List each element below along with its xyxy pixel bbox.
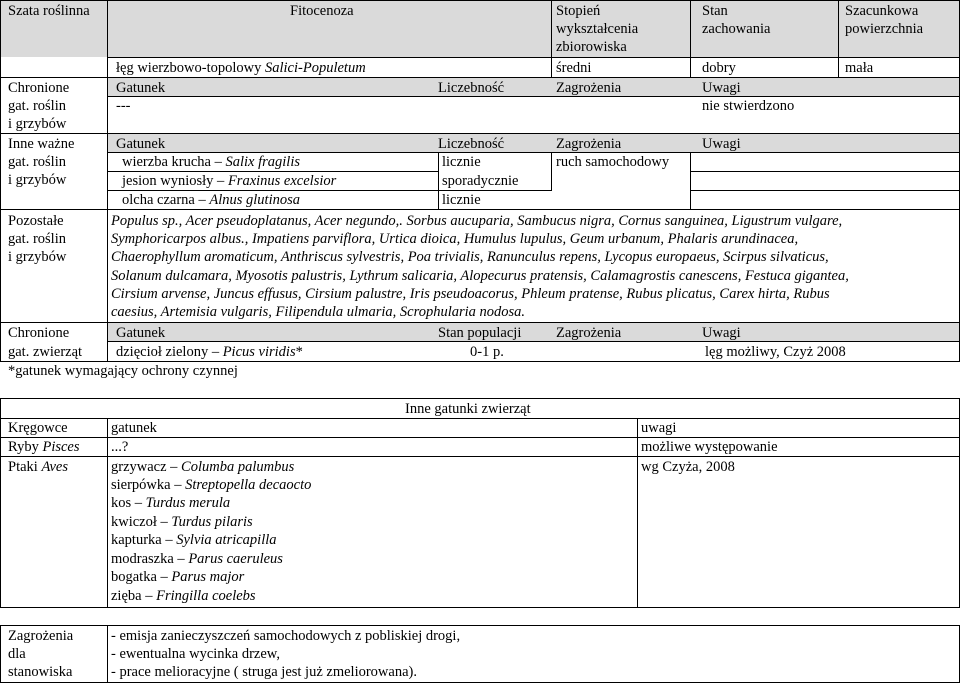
line xyxy=(108,57,960,58)
important-plant-species: jesion wyniosły – Fraxinus excelsior xyxy=(122,173,337,189)
footnote: *gatunek wymagający ochrony czynnej xyxy=(8,363,238,379)
other-plants-line: Solanum dulcamara, Myosotis palustris, Lythrum salicaria, Alopecurus pratensis, Calamagrostis canescens, Festuca gigantea, xyxy=(111,268,849,284)
line xyxy=(107,418,108,608)
line xyxy=(107,625,108,683)
line xyxy=(690,190,960,191)
important-plants-label-3: i grzybów xyxy=(8,172,67,188)
other-plants-line: Symphoricarpos albus., Impatiens parviflora, Urtica dioica, Humulus lupulus, Geum urbanum, Phalaris arundinacea, xyxy=(111,231,799,247)
line xyxy=(108,341,960,342)
bird-species: kapturka – Sylvia atricapilla xyxy=(111,532,277,548)
protected-animal-population: 0-1 p. xyxy=(470,344,504,360)
line xyxy=(690,171,960,172)
important-plants-label-2: gat. roślin xyxy=(8,154,66,170)
subheader-notes: Uwagi xyxy=(702,80,741,96)
fish-species: ...? xyxy=(111,439,129,455)
other-plants-line: Populus sp., Acer pseudoplatanus, Acer negundo,. Sorbus aucuparia, Sambucus nigra, Cornus sanguinea, Ligustrum vulgare, xyxy=(111,213,843,229)
line xyxy=(0,437,960,438)
protected-animal-note: lęg możliwy, Czyż 2008 xyxy=(705,344,846,360)
other-plants-line: Chaerophyllum aromaticum, Anthriscus sylvestris, Poa trivialis, Ranunculus repens, Lycopus europaeus, Scirpus silvaticus, xyxy=(111,249,829,265)
bird-species: bogatka – Parus major xyxy=(111,569,245,585)
birds-label: Ptaki Aves xyxy=(8,459,69,475)
bird-species: zięba – Fringilla coelebs xyxy=(111,588,256,604)
protected-plants-label-2: gat. roślin xyxy=(8,98,66,114)
threat-item: - emisja zanieczyszczeń samochodowych z pobliskiej drogi, xyxy=(111,628,461,644)
line xyxy=(690,152,691,209)
subheader-threats: Zagrożenia xyxy=(556,325,622,341)
important-plant-count: licznie xyxy=(442,154,481,170)
animals-header-group: Kręgowce xyxy=(8,420,68,436)
bird-species: grzywacz – Columba palumbus xyxy=(111,459,295,475)
animals-header-notes: uwagi xyxy=(641,420,677,436)
line xyxy=(0,456,960,457)
bird-species: sierpówka – Streptopella decaocto xyxy=(111,477,312,493)
fish-note: możliwe występowanie xyxy=(641,439,778,455)
line xyxy=(0,0,1,362)
line xyxy=(108,96,960,97)
subheader-bg-3 xyxy=(108,323,959,341)
important-plant-count: sporadycznie xyxy=(442,173,519,189)
header-col-area: Szacunkowa powierzchnia xyxy=(845,3,924,37)
important-plants-label-1: Inne ważne xyxy=(8,136,75,152)
line xyxy=(551,152,552,190)
line xyxy=(438,152,439,209)
line xyxy=(551,0,552,78)
line xyxy=(0,77,960,78)
important-plant-species: wierzba krucha – Salix fragilis xyxy=(122,154,300,170)
phytocenosis-state: dobry xyxy=(702,60,736,76)
subheader-species: Gatunek xyxy=(116,80,166,96)
line xyxy=(0,607,960,608)
header-col-phytocenosis: Fitocenoza xyxy=(290,3,354,19)
header-col-degree: Stopień wykształcenia zbiorowiska xyxy=(556,3,639,55)
subheader-notes: Uwagi xyxy=(702,325,741,341)
other-plants-label-2: gat. roślin xyxy=(8,231,66,247)
important-plant-count: licznie xyxy=(442,192,481,208)
line xyxy=(637,418,638,608)
subheader-bg-2 xyxy=(108,134,959,152)
line xyxy=(838,0,839,78)
protected-plants-label-3: i grzybów xyxy=(8,116,67,132)
line xyxy=(107,0,108,362)
line xyxy=(0,322,960,323)
bird-species: kwiczoł – Turdus pilaris xyxy=(111,514,253,530)
subheader-species: Gatunek xyxy=(116,325,166,341)
bird-species: modraszka – Parus caeruleus xyxy=(111,551,283,567)
phytocenosis-degree: średni xyxy=(556,60,592,76)
line xyxy=(0,209,960,210)
subheader-bg-1 xyxy=(108,78,959,96)
threat-item: - prace melioracyjne ( struga jest już zmeliorowana). xyxy=(111,664,417,680)
protected-plants-label-1: Chronione xyxy=(8,80,70,96)
other-plants-line: caesius, Artemisia vulgaris, Filipendula ulmaria, Scrophularia nodosa. xyxy=(111,304,526,320)
protected-animals-label-1: Chronione xyxy=(8,325,70,341)
header-col-vegetation: Szata roślinna xyxy=(8,3,90,19)
animals-title: Inne gatunki zwierząt xyxy=(405,401,531,417)
threats-label-1: Zagrożenia xyxy=(8,628,74,644)
subheader-count: Liczebność xyxy=(438,80,505,96)
subheader-count: Liczebność xyxy=(438,136,505,152)
other-plants-label-1: Pozostałe xyxy=(8,213,64,229)
other-plants-line: Cirsium arvense, Juncus effusus, Cirsium palustre, Iris pseudoacorus, Phleum pratense, Rubus plicatus, Carex hirta, Rubus xyxy=(111,286,830,302)
other-plants-label-3: i grzybów xyxy=(8,249,67,265)
line xyxy=(0,133,960,134)
fish-label: Ryby Pisces xyxy=(8,439,80,455)
line xyxy=(0,625,960,626)
line xyxy=(0,625,1,683)
threat-item: - ewentualna wycinka drzew, xyxy=(111,646,280,662)
subheader-population: Stan populacji xyxy=(438,325,522,341)
animals-header-species: gatunek xyxy=(111,420,157,436)
important-plant-species: olcha czarna – Alnus glutinosa xyxy=(122,192,300,208)
line xyxy=(0,398,1,608)
subheader-threats: Zagrożenia xyxy=(556,80,622,96)
protected-animal-species: dzięcioł zielony – Picus viridis* xyxy=(116,344,303,360)
threats-label-3: stanowiska xyxy=(8,664,73,680)
line xyxy=(0,398,960,399)
subheader-threats: Zagrożenia xyxy=(556,136,622,152)
threats-label-2: dla xyxy=(8,646,26,662)
subheader-species: Gatunek xyxy=(116,136,166,152)
header-background xyxy=(0,0,959,57)
bird-species: kos – Turdus merula xyxy=(111,495,231,511)
important-plant-threat: ruch samochodowy xyxy=(556,154,670,170)
phytocenosis-name: łęg wierzbowo-topolowy Salici-Populetum xyxy=(116,60,366,76)
header-col-state: Stan zachowania xyxy=(702,3,771,37)
subheader-notes: Uwagi xyxy=(702,136,741,152)
birds-note: wg Czyża, 2008 xyxy=(641,459,735,475)
line xyxy=(0,0,960,1)
protected-animals-label-2: gat. zwierząt xyxy=(8,344,83,360)
protected-plants-note: nie stwierdzono xyxy=(702,98,795,114)
phytocenosis-area: mała xyxy=(845,60,874,76)
line xyxy=(690,0,691,78)
protected-plants-value: --- xyxy=(116,98,131,114)
